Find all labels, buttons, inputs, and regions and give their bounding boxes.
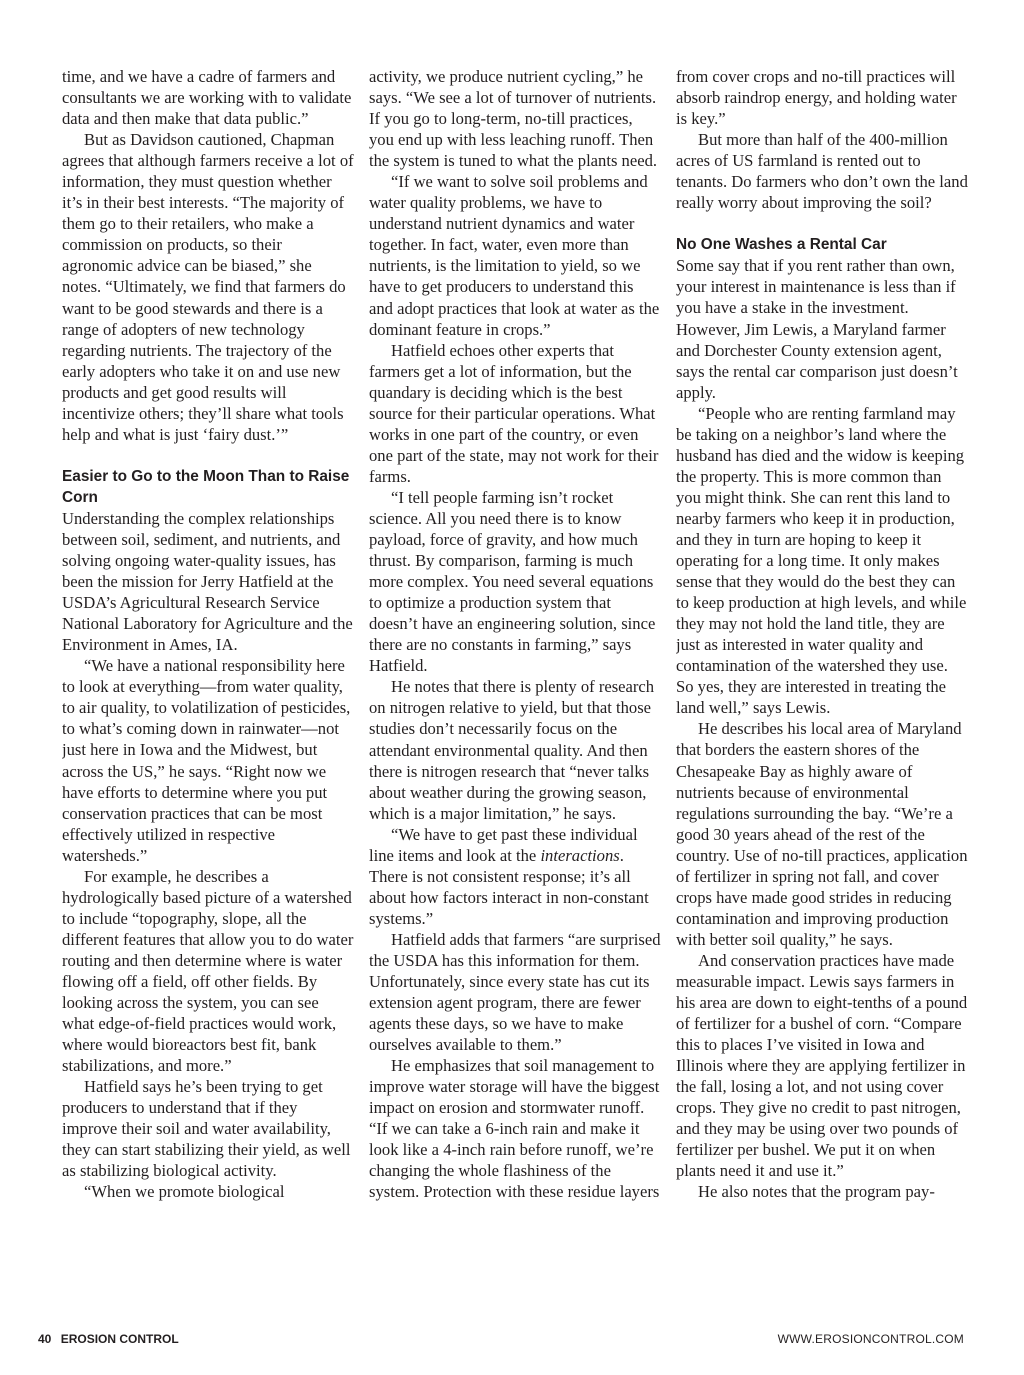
paragraph: time, and we have a cadre of farmers and consultants we are working with to validate data and then make that data public.”: [62, 67, 352, 129]
publication-name: EROSION CONTROL: [60, 1332, 179, 1346]
article-column-2: [369, 66, 661, 1203]
section-heading: No One Washes a Rental Car: [676, 236, 887, 254]
paragraph-text: . There is not consistent response; it’s all about how factors interact in non-constant systems.”: [369, 845, 649, 928]
paragraph: from cover crops and no-till practices will absorb raindrop energy, and holding water is key.”: [676, 67, 957, 129]
paragraph: And conservation practices have made measurable impact. Lewis says farmers in his area are down to eight-tenths of a pound of fertilizer for a bushel of corn. “Compare this to places I’ve visited in Iowa and Illinois where they are applying fertilizer in the fall, losing a lot, and not using cover crops. They give no credit to past nitrogen, and they may be using over two pounds of fertilizer per bushel. We put it on when plants need it and use it.”: [676, 950, 968, 1181]
paragraph: But as Davidson cautioned, Chapman agrees that although farmers receive a lot of information, they must question whether it’s in their best interests. “The majority of them go to their retailers, who make a commission on products, so their agronomic advice can be biased,” she notes. “Ultimately, we find that farmers do want to be good stewards and there is a range of adopters of new technology regarding nutrients. The trajectory of the early adopters who take it on and use new products and get good results will incentivize others; they’ll share what tools help and what is just ‘fairy dust.’”: [62, 130, 354, 444]
paragraph: “I tell people farming isn’t rocket science. All you need there is to know payload, force of gravity, and how much thrust. By comparison, farming is much more complex. You need several equations to optimize a production system that doesn’t have an engineering solution, since there are no constants in farming,” says Hatfield.: [369, 487, 656, 676]
paragraph: “If we want to solve soil problems and water quality problems, we have to understand nutrient dynamics and water together. In fact, water, even more than nutrients, is the limitation to yield, so we have to get producers to understand this and adopt practices that look at water as the dominant feature in crops.”: [369, 172, 660, 339]
paragraph: [369, 824, 661, 929]
paragraph: “People who are renting farmland may be taking on a neighbor’s land where the husband has died and the widow is keeping the property. This is more common than you might think. She can rent this land to nearby farmers who keep it in production, and they in turn are hoping to keep it operating for a long time. It only makes sense that they would do the best they can to keep production at high levels, and while they may not hold the land title, they are just as interested in water quality and contamination of the watershed they use. So yes, they are interested in treating the land well,” says Lewis.: [676, 403, 967, 718]
article-column-3: [676, 66, 968, 1202]
paragraph: He describes his local area of Maryland that borders the eastern shores of the Chesapeake Bay as highly aware of nutrients because of environmental regulations surrounding the bay. “We’re a good 30 years ahead of the rest of the country. Use of no-till practices, application of fertilizer in spring not fall, and cover crops have made good strides in reducing contamination and improving production with better soil quality,” he says.: [676, 719, 968, 949]
paragraph: “We have a national responsibility here to look at everything—from water quality, to air quality, to volatilization of pesticides, to what’s coming down in rainwater—not just here in Iowa and the Midwest, but across the US,” he says. “Right now we have efforts to determine where you put conservation practices that can be most effectively utilized in respective watersheds.”: [62, 656, 351, 865]
paragraph: “When we promote biological: [84, 1182, 285, 1202]
paragraph: Hatfield echoes other experts that farmers get a lot of information, but the quandary is deciding which is the best source for their particular operations. What works in one part of the country, or even one part of the state, may not work for their farms.: [369, 340, 659, 486]
paragraph: Hatfield adds that farmers “are surprised the USDA has this information for them. Unfortunately, since every state has cut its extension agent program, there are fewer agents these days, so we have to make ourselves available to them.”: [369, 929, 661, 1055]
article-column-1: [62, 66, 354, 1202]
paragraph: But more than half of the 400-million acres of US farmland is rented out to tenants. Do farmers who don’t own the land really worry about improving the soil?: [676, 130, 968, 213]
paragraph: For example, he describes a hydrologically based picture of a watershed to include “topography, slope, all the different features that allow you to do water routing and then determine where is water flowing off a field, off other fields. By looking across the system, you can see what edge-of-field practices would work, where would bioreactors best fit, bank stabilizations, and more.”: [62, 866, 354, 1076]
paragraph: Hatfield says he’s been trying to get producers to understand that if they improve their soil and water availability, they can start stabilizing their yield, as well as stabilizing biological activity.: [62, 1077, 351, 1181]
paragraph: He notes that there is plenty of research on nitrogen relative to yield, but that those studies don’t necessarily focus on the attendant environmental quality. And then there is nitrogen research that “never talks about weather during the growing season, which is a major limitation,” he says.: [369, 677, 655, 823]
paragraph: Understanding the complex relationships between soil, sediment, and nutrients, and solving ongoing water-quality issues, has been the mission for Jerry Hatfield at the USDA’s Agricultural Research Service National Laboratory for Agriculture and the Environment in Ames, IA.: [62, 508, 353, 655]
paragraph: Some say that if you rent rather than own, your interest in maintenance is less than if you have a stake in the investment. However, Jim Lewis, a Maryland farmer and Dorchester County extension agent, says the rental car comparison just doesn’t apply.: [676, 256, 958, 402]
paragraph: He emphasizes that soil management to improve water storage will have the biggest impact on erosion and stormwater runoff. “If we can take a 6-inch rain and make it look like a 4-inch rain before runoff, we’re changing the whole flashiness of the system. Protection with these residue layers: [369, 1056, 660, 1202]
page-number: 40: [38, 1332, 52, 1346]
section-heading: Easier to Go to the Moon Than to Raise Corn: [62, 467, 350, 506]
paragraph-text: “We have to get past these individual line items and look at the: [369, 824, 638, 865]
paragraph: He also notes that the program pay-: [698, 1182, 935, 1202]
folio: [38, 1329, 179, 1349]
website-url: WWW.EROSIONCONTROL.COM: [777, 1332, 964, 1346]
emphasis-text: interactions: [540, 845, 620, 865]
paragraph: activity, we produce nutrient cycling,” he says. “We see a lot of turnover of nutrients. If you go to long-term, no-till practices, you end up with less leaching runoff. Then the system is tuned to what the plants need.: [369, 67, 658, 171]
page-footer: [38, 1329, 964, 1349]
